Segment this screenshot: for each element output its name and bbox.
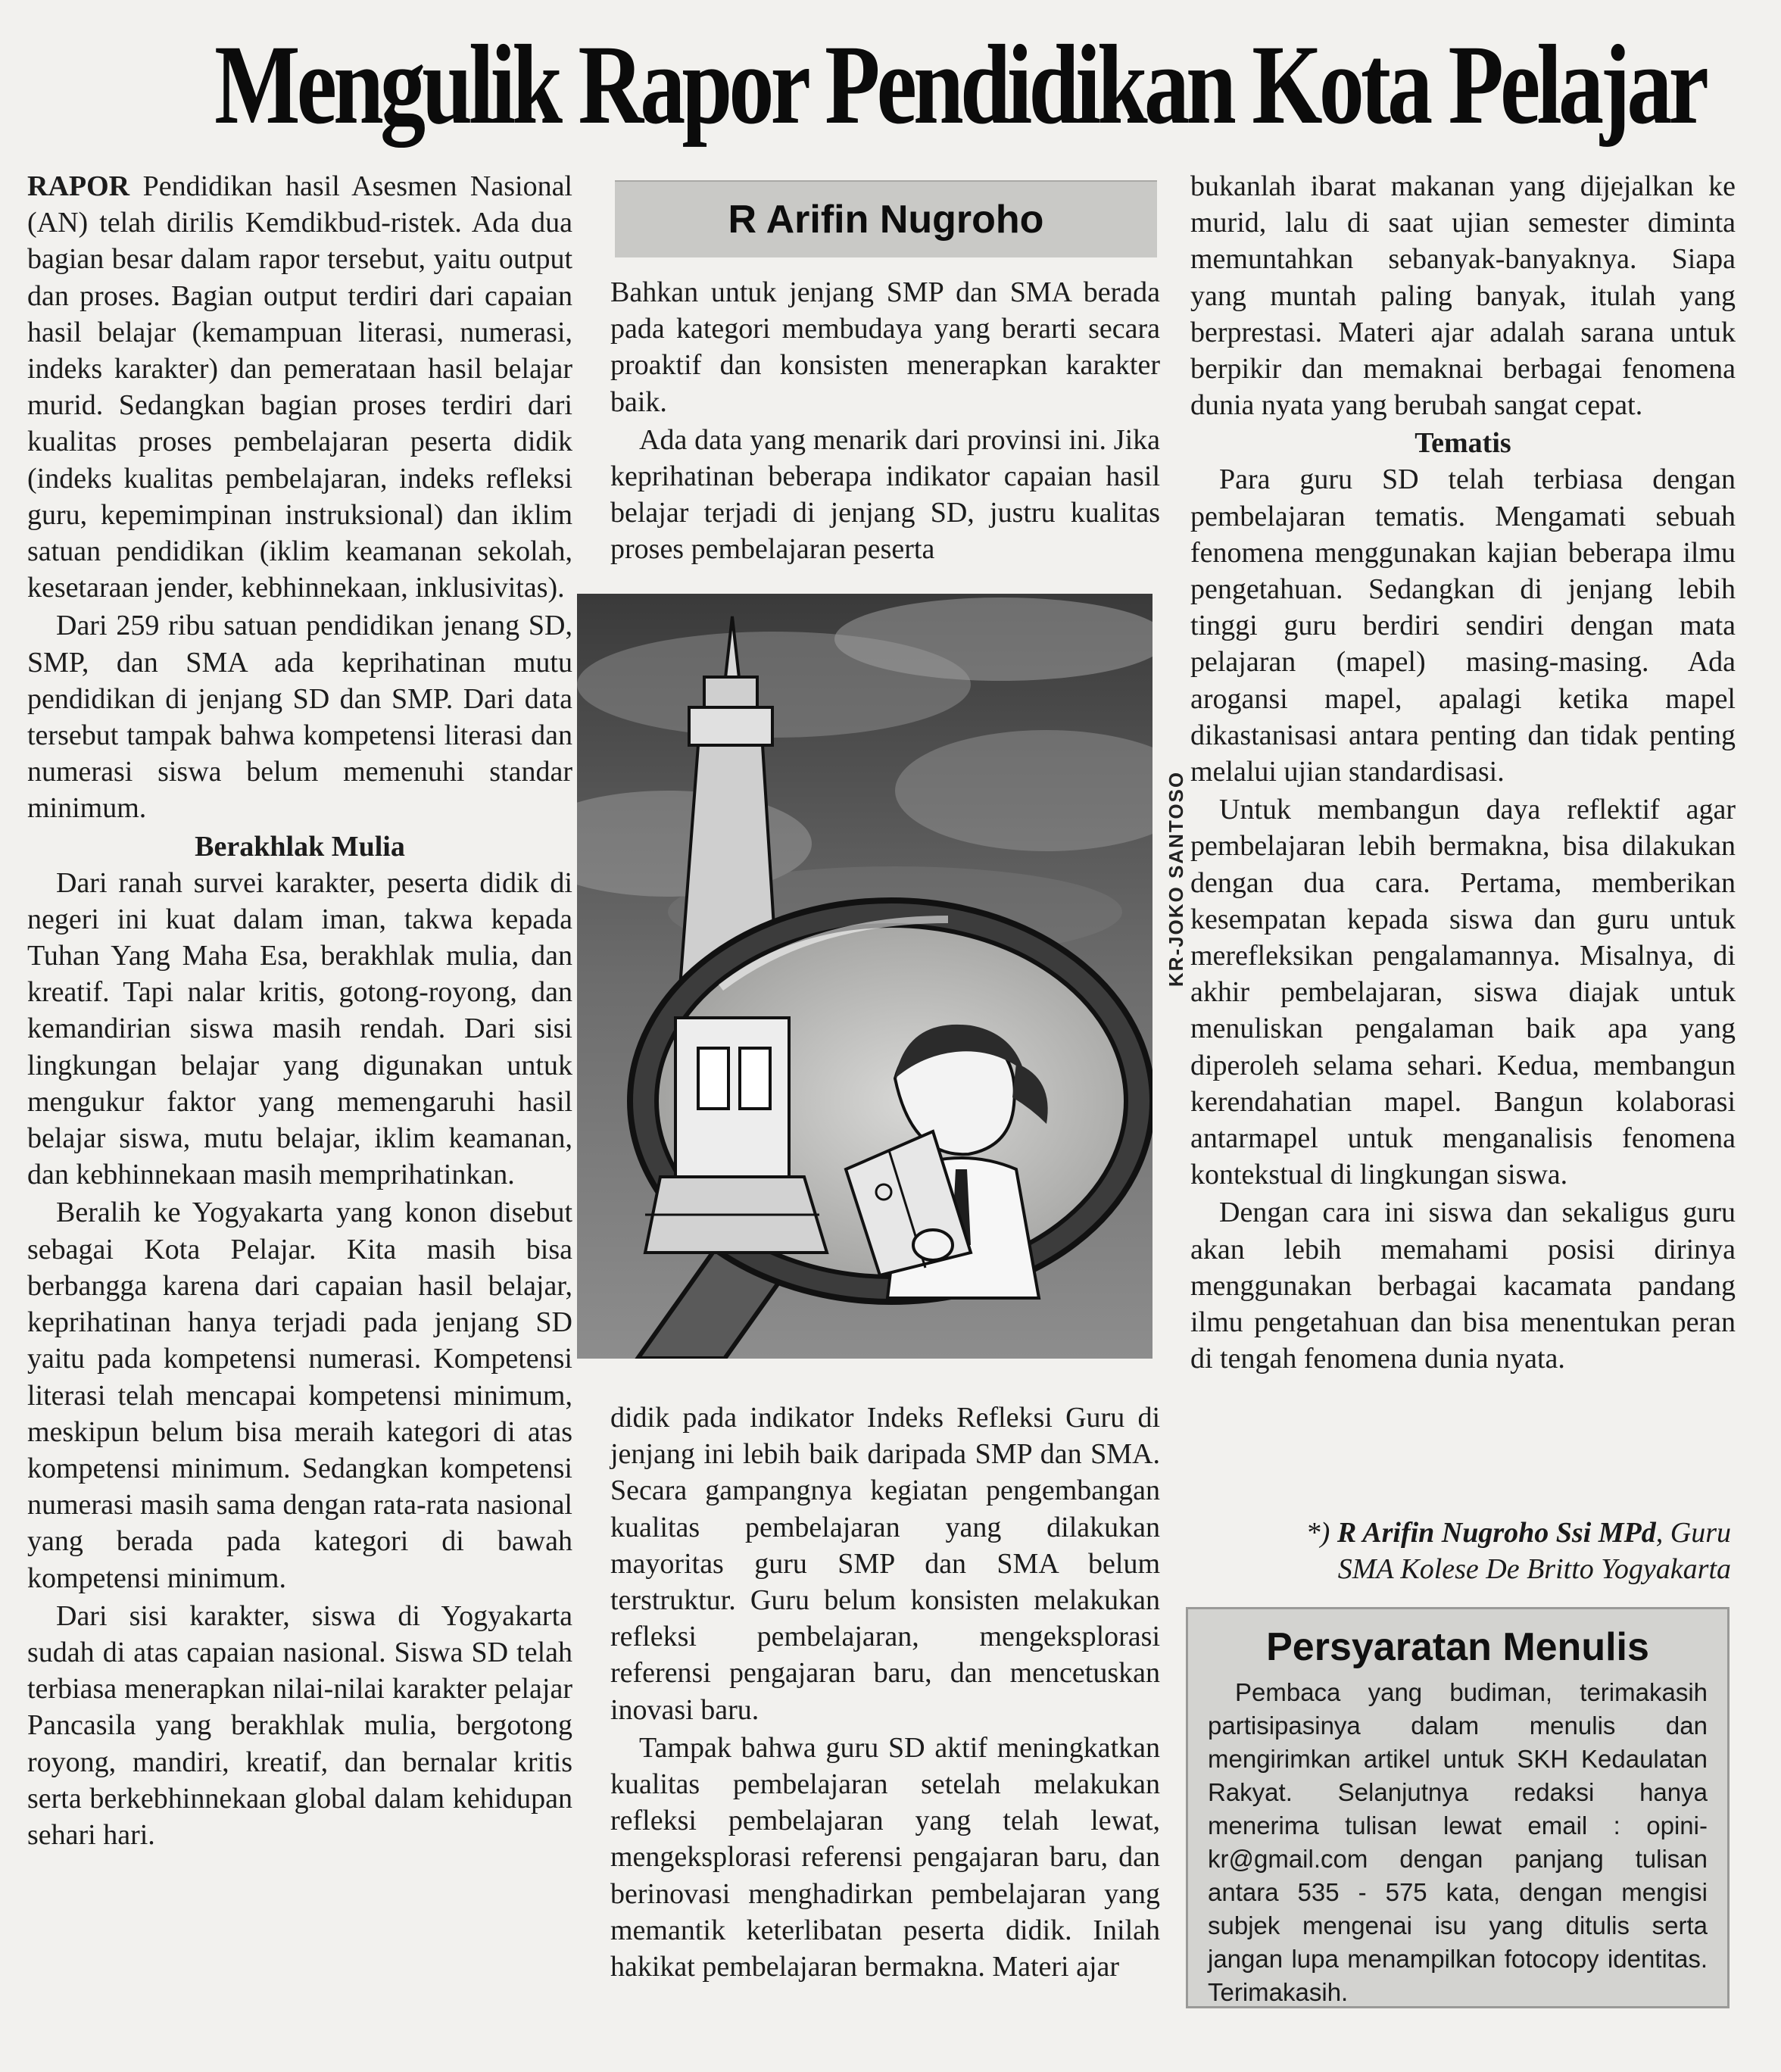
- col1-paragraph-4: Beralih ke Yogyakarta yang konon disebut sebagai Kota Pelajar. Kita masih bisa berbangga karena dari capaian hasil belajar, keprihatinan hanya terjadi pada jenjang SD yaitu pada kompetensi numerasi. Kompetensi literasi telah mencapai kompetensi minimum, meskipun belum bisa meraih kategori di atas kompetensi minimum. Sedangkan kompetensi numerasi masih sama dengan rata-rata nasional yang berada pada kategori di bawah kompetensi minimum.: [27, 1197, 572, 1594]
- signature-role-2: SMA Kolese De Britto Yogyakarta: [1337, 1553, 1731, 1585]
- col1-paragraph-5: Dari sisi karakter, siswa di Yogyakarta sudah di atas capaian nasional. Siswa SD telah terbiasa menerapkan nilai-nilai karakter pelajar Pancasila yang berakhlak mulia, bergotong royong, mandiri, kreatif, dan bernalar kritis serta berkebhinnekaan global dalam kehidupan sehari hari.: [27, 1599, 572, 1851]
- col1-paragraph-1: [27, 168, 572, 606]
- requirements-body: Pembaca yang budiman, terimakasih partisipasinya dalam menulis dan mengirimkan artikel untuk SKH Kedaulatan Rakyat. Selanjutnya redaksi hanya menerima tulisan lewat email : opini-kr@gmail.com dengan panjang tulisan antara 535 - 575 kata, dengan mengisi subjek mengenai isu yang ditulis serta jangan lupa menampilkan fotocopy identitas. Terimakasih.: [1208, 1678, 1708, 2006]
- col1-paragraph-2: Dari 259 ribu satuan pendidikan jenang SD, SMP, dan SMA ada keprihatinan mutu pendidikan di jenjang SD dan SMP. Dari data tersebut tampak bahwa kompetensi literasi dan numerasi siswa belum memenuhi standar minimum.: [27, 610, 572, 825]
- subhead-tematis: Tematis: [1415, 427, 1511, 460]
- col3-paragraph-3: Untuk membangun daya reflektif agar pembelajaran lebih bermakna, bisa dilakukan dengan dua cara. Pertama, memberikan kesempatan kepada siswa dan guru untuk merefleksikan pengalamannya. Misalnya, di akhir pembelajaran, siswa diajak untuk menuliskan pengalaman baik apa yang diperoleh selama sehari. Kedua, membangun kerendahatian mapel. Bangun kolaborasi antarmapel untuk menganalisis fenomena kontekstual di lingkungan siswa.: [1190, 794, 1736, 1191]
- col2-paragraph-2: Ada data yang menarik dari provinsi ini. Jika keprihatinan beberapa indikator capaian hasil belajar terjadi di jenjang SD, justru kualitas proses pembelajaran peserta: [610, 423, 1160, 566]
- column-3: [1190, 168, 1736, 1379]
- col3-paragraph-1: bukanlah ibarat makanan yang dijejalkan ke murid, lalu di saat ujian semester diminta memuntahkan sebanyak-banyaknya. Siapa yang muntah paling banyak, itulah yang berprestasi. Materi ajar adalah sarana untuk berpikir dan memaknai berbagai fenomena dunia nyata yang berubah sangat cepat.: [1190, 170, 1736, 422]
- col1-paragraph-3: Dari ranah survei karakter, peserta didik di negeri ini kuat dalam iman, takwa kepada Tuhan Yang Maha Esa, berakhlak mulia, dan kreatif. Tapi nalar kritis, gotong-royong, dan kemandirian siswa masih rendah. Dari sisi lingkungan belajar yang digunakan untuk mengukur faktor yang memengaruhi hasil belajar siswa, mutu belajar, iklim keamanan, dan kebhinnekaan masih memprihatinkan.: [27, 866, 572, 1191]
- column-1: [27, 168, 572, 1855]
- photo-credit-text: KR-JOKO SANTOSO: [1165, 770, 1188, 987]
- col3-paragraph-2: Para guru SD telah terbiasa dengan pembelajaran tematis. Mengamati sebuah fenomena menggunakan kajian beberapa ilmu pengetahuan. Sedangkan di jenjang lebih tinggi guru berdiri sendiri dengan mata pelajaran (mapel) masing-masing. Ada arogansi mapel, apalagi ketika mapel dikastanisasi antara penting dan tidak penting melalui ujian standardisasi.: [1190, 463, 1736, 788]
- requirements-title: Persyaratan Menulis: [1266, 1625, 1649, 1669]
- col1-paragraph-1-text: Pendidikan hasil Asesmen Nasional (AN) telah dirilis Kemdikbud-ristek. Ada dua bagian besar dalam rapor tersebut, yaitu output dan proses. Bagian output terdiri dari capaian hasil belajar (kemampuan literasi, numerasi, indeks karakter) dan pemerataan hasil belajar murid. Sedangkan bagian proses terdiri dari kualitas proses pembelajaran peserta didik (indeks kualitas pembelajaran, indeks refleksi guru, kepemimpinan instruksional) dan iklim satuan pendidikan (iklim keamanan sekolah, kesetaraan jender, kebhinnekaan, inklusivitas).: [27, 170, 572, 604]
- illustration-drawing: [577, 594, 1153, 1359]
- author-name: R Arifin Nugroho: [728, 198, 1044, 242]
- signature-role-1: , Guru: [1655, 1517, 1731, 1549]
- author-box: [615, 180, 1157, 257]
- writing-requirements-box: [1186, 1607, 1730, 2008]
- signature-line-1: [1190, 1515, 1731, 1551]
- col2-paragraph-4: Tampak bahwa guru SD aktif meningkatkan kualitas pembelajaran setelah melakukan refleksi pembelajaran yang telah lewat, mengeksplorasi referensi pengajaran baru, dan berinovasi menghadirkan pembelajaran yang memantik keterlibatan peserta didik. Inilah hakikat pembelajaran bermakna. Materi ajar: [610, 1731, 1160, 1983]
- col3-paragraph-4: Dengan cara ini siswa dan sekaligus guru akan lebih memahami posisi dirinya menggunakan berbagai kacamata pandang ilmu pengetahuan dan bisa menentukan peran di tengah fenomena dunia nyata.: [1190, 1197, 1736, 1375]
- headline: Mengulik Rapor Pendidikan Kota Pelajar: [214, 22, 1706, 148]
- author-signature: [1190, 1515, 1731, 1587]
- column-2-bottom: [610, 1400, 1160, 1986]
- illustration-magnifier-student: [577, 594, 1153, 1359]
- lead-word: RAPOR: [27, 170, 130, 202]
- signature-name: R Arifin Nugroho Ssi MPd: [1337, 1517, 1656, 1549]
- column-2-top: [610, 274, 1160, 569]
- subhead-berakhlak-mulia: Berakhlak Mulia: [195, 830, 405, 863]
- signature-prefix: *): [1305, 1517, 1337, 1549]
- col2-paragraph-1: Bahkan untuk jenjang SMP dan SMA berada pada kategori membudaya yang berarti secara proaktif dan konsisten menerapkan karakter baik.: [610, 276, 1160, 418]
- col2-paragraph-3: didik pada indikator Indeks Refleksi Guru di jenjang ini lebih baik daripada SMP dan SMA. Secara gampangnya kegiatan pengembangan kualitas pembelajaran yang dilakukan mayoritas guru SMP dan SMA belum terstruktur. Guru belum konsisten melakukan refleksi pembelajaran, mengeksplorasi referensi pengajaran baru, dan mencetuskan inovasi baru.: [610, 1402, 1160, 1726]
